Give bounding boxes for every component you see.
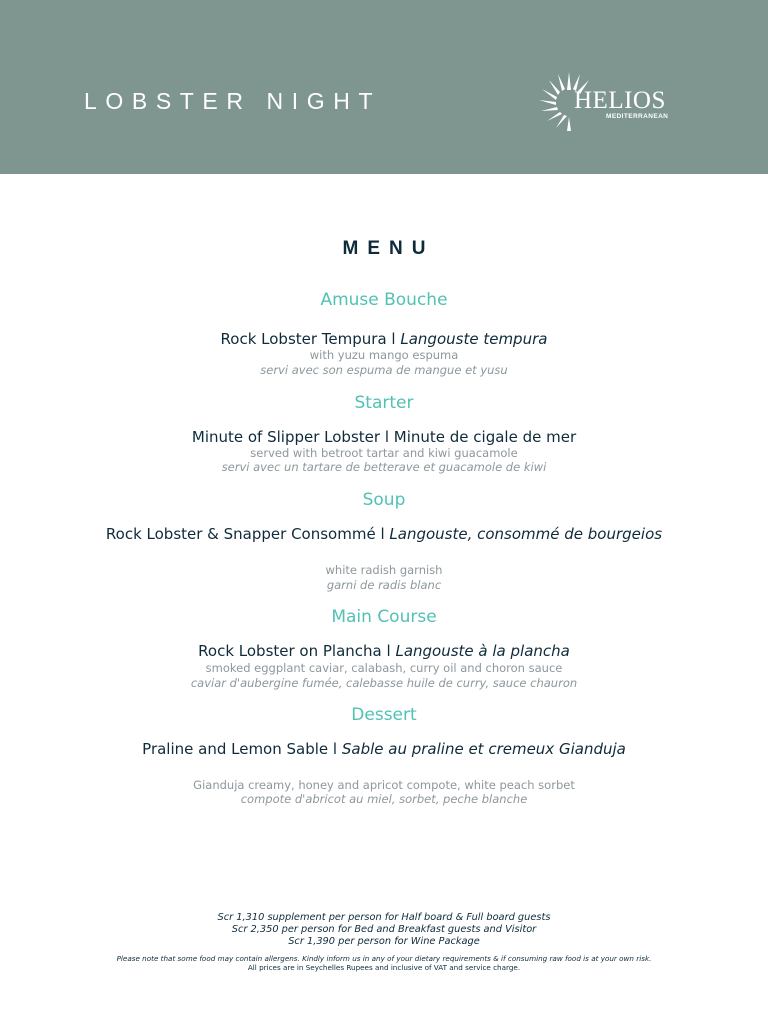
section-title-amuse-bouche: Amuse Bouche	[320, 290, 448, 310]
dish-description-fr: garni de radis blanc	[326, 578, 442, 592]
allergen-note: Please note that some food may contain allergens. Kindly inform us in any of your dietary requirements & if consuming raw food is at your own risk.	[116, 954, 652, 963]
logo-wordmark: HELIOS	[574, 87, 666, 114]
dish-name-en: Rock Lobster Tempura	[220, 330, 387, 348]
price-line-half-board: Scr 1,310 supplement per person for Half board & Full board guests	[217, 912, 551, 923]
dish-description-en: white radish garnish	[325, 563, 443, 577]
dish-description-fr: caviar d'aubergine fumée, calebasse huile de curry, sauce chauron	[190, 676, 578, 690]
dish-description-fr: servi avec son espuma de mangue et yusu	[260, 363, 508, 377]
header-banner	[0, 0, 768, 174]
dish-name-en: Praline and Lemon Sable	[142, 740, 329, 758]
dish-separator: l	[386, 330, 401, 348]
section-title-dessert: Dessert	[351, 705, 417, 725]
dish-description-en: smoked eggplant caviar, calabash, curry oil and choron sauce	[205, 661, 563, 675]
dish-name	[60, 525, 708, 544]
price-line-bed-breakfast: Scr 2,350 per person for Bed and Breakfast guests and Visitor	[231, 924, 537, 935]
section-title-main-course: Main Course	[331, 607, 437, 627]
dish-separator: l	[375, 525, 390, 543]
dish-description-en: served with betroot tartar and kiwi guacamole	[250, 446, 518, 460]
dish-separator: l	[328, 740, 342, 758]
price-line-wine-package: Scr 1,390 per person for Wine Package	[288, 936, 480, 947]
dish-name-fr: Langouste tempura	[400, 330, 548, 348]
dish-description-en: with yuzu mango espuma	[309, 348, 459, 362]
event-title: LOBSTER NIGHT	[84, 88, 382, 114]
logo-subtitle: MEDITERRANEAN	[606, 113, 669, 120]
dish-name	[60, 740, 708, 759]
dish-description-fr: compote d'abricot au miel, sorbet, peche blanche	[240, 792, 528, 806]
dish-name-en: Rock Lobster & Snapper Consommé	[105, 525, 376, 543]
dish-name-fr-upright: Minute de cigale de mer	[393, 428, 577, 446]
dish-name-en: Minute of Slipper Lobster	[191, 428, 381, 446]
dish-name	[60, 642, 708, 661]
dish-name-fr: Langouste à la plancha	[395, 642, 570, 660]
dish-name-en: Rock Lobster on Plancha	[198, 642, 382, 660]
dish-separator: l	[381, 642, 396, 660]
menu-heading: MENU	[342, 238, 435, 259]
dish-description-en: Gianduja creamy, honey and apricot compote, white peach sorbet	[193, 778, 575, 792]
helios-logo	[536, 68, 676, 134]
dish-name	[60, 330, 708, 349]
dish-name-fr: Sable au praline et cremeux Gianduja	[341, 740, 626, 758]
dish-description-fr: servi avec un tartare de betterave et guacamole de kiwi	[221, 460, 547, 474]
section-title-soup: Soup	[362, 490, 406, 510]
dish-separator: l	[380, 428, 394, 446]
tax-note: All prices are in Seychelles Rupees and inclusive of VAT and service charge.	[247, 963, 521, 972]
dish-name	[60, 428, 708, 447]
dish-name-fr: Langouste, consommé de bourgeios	[389, 525, 663, 543]
section-title-starter: Starter	[354, 393, 414, 413]
